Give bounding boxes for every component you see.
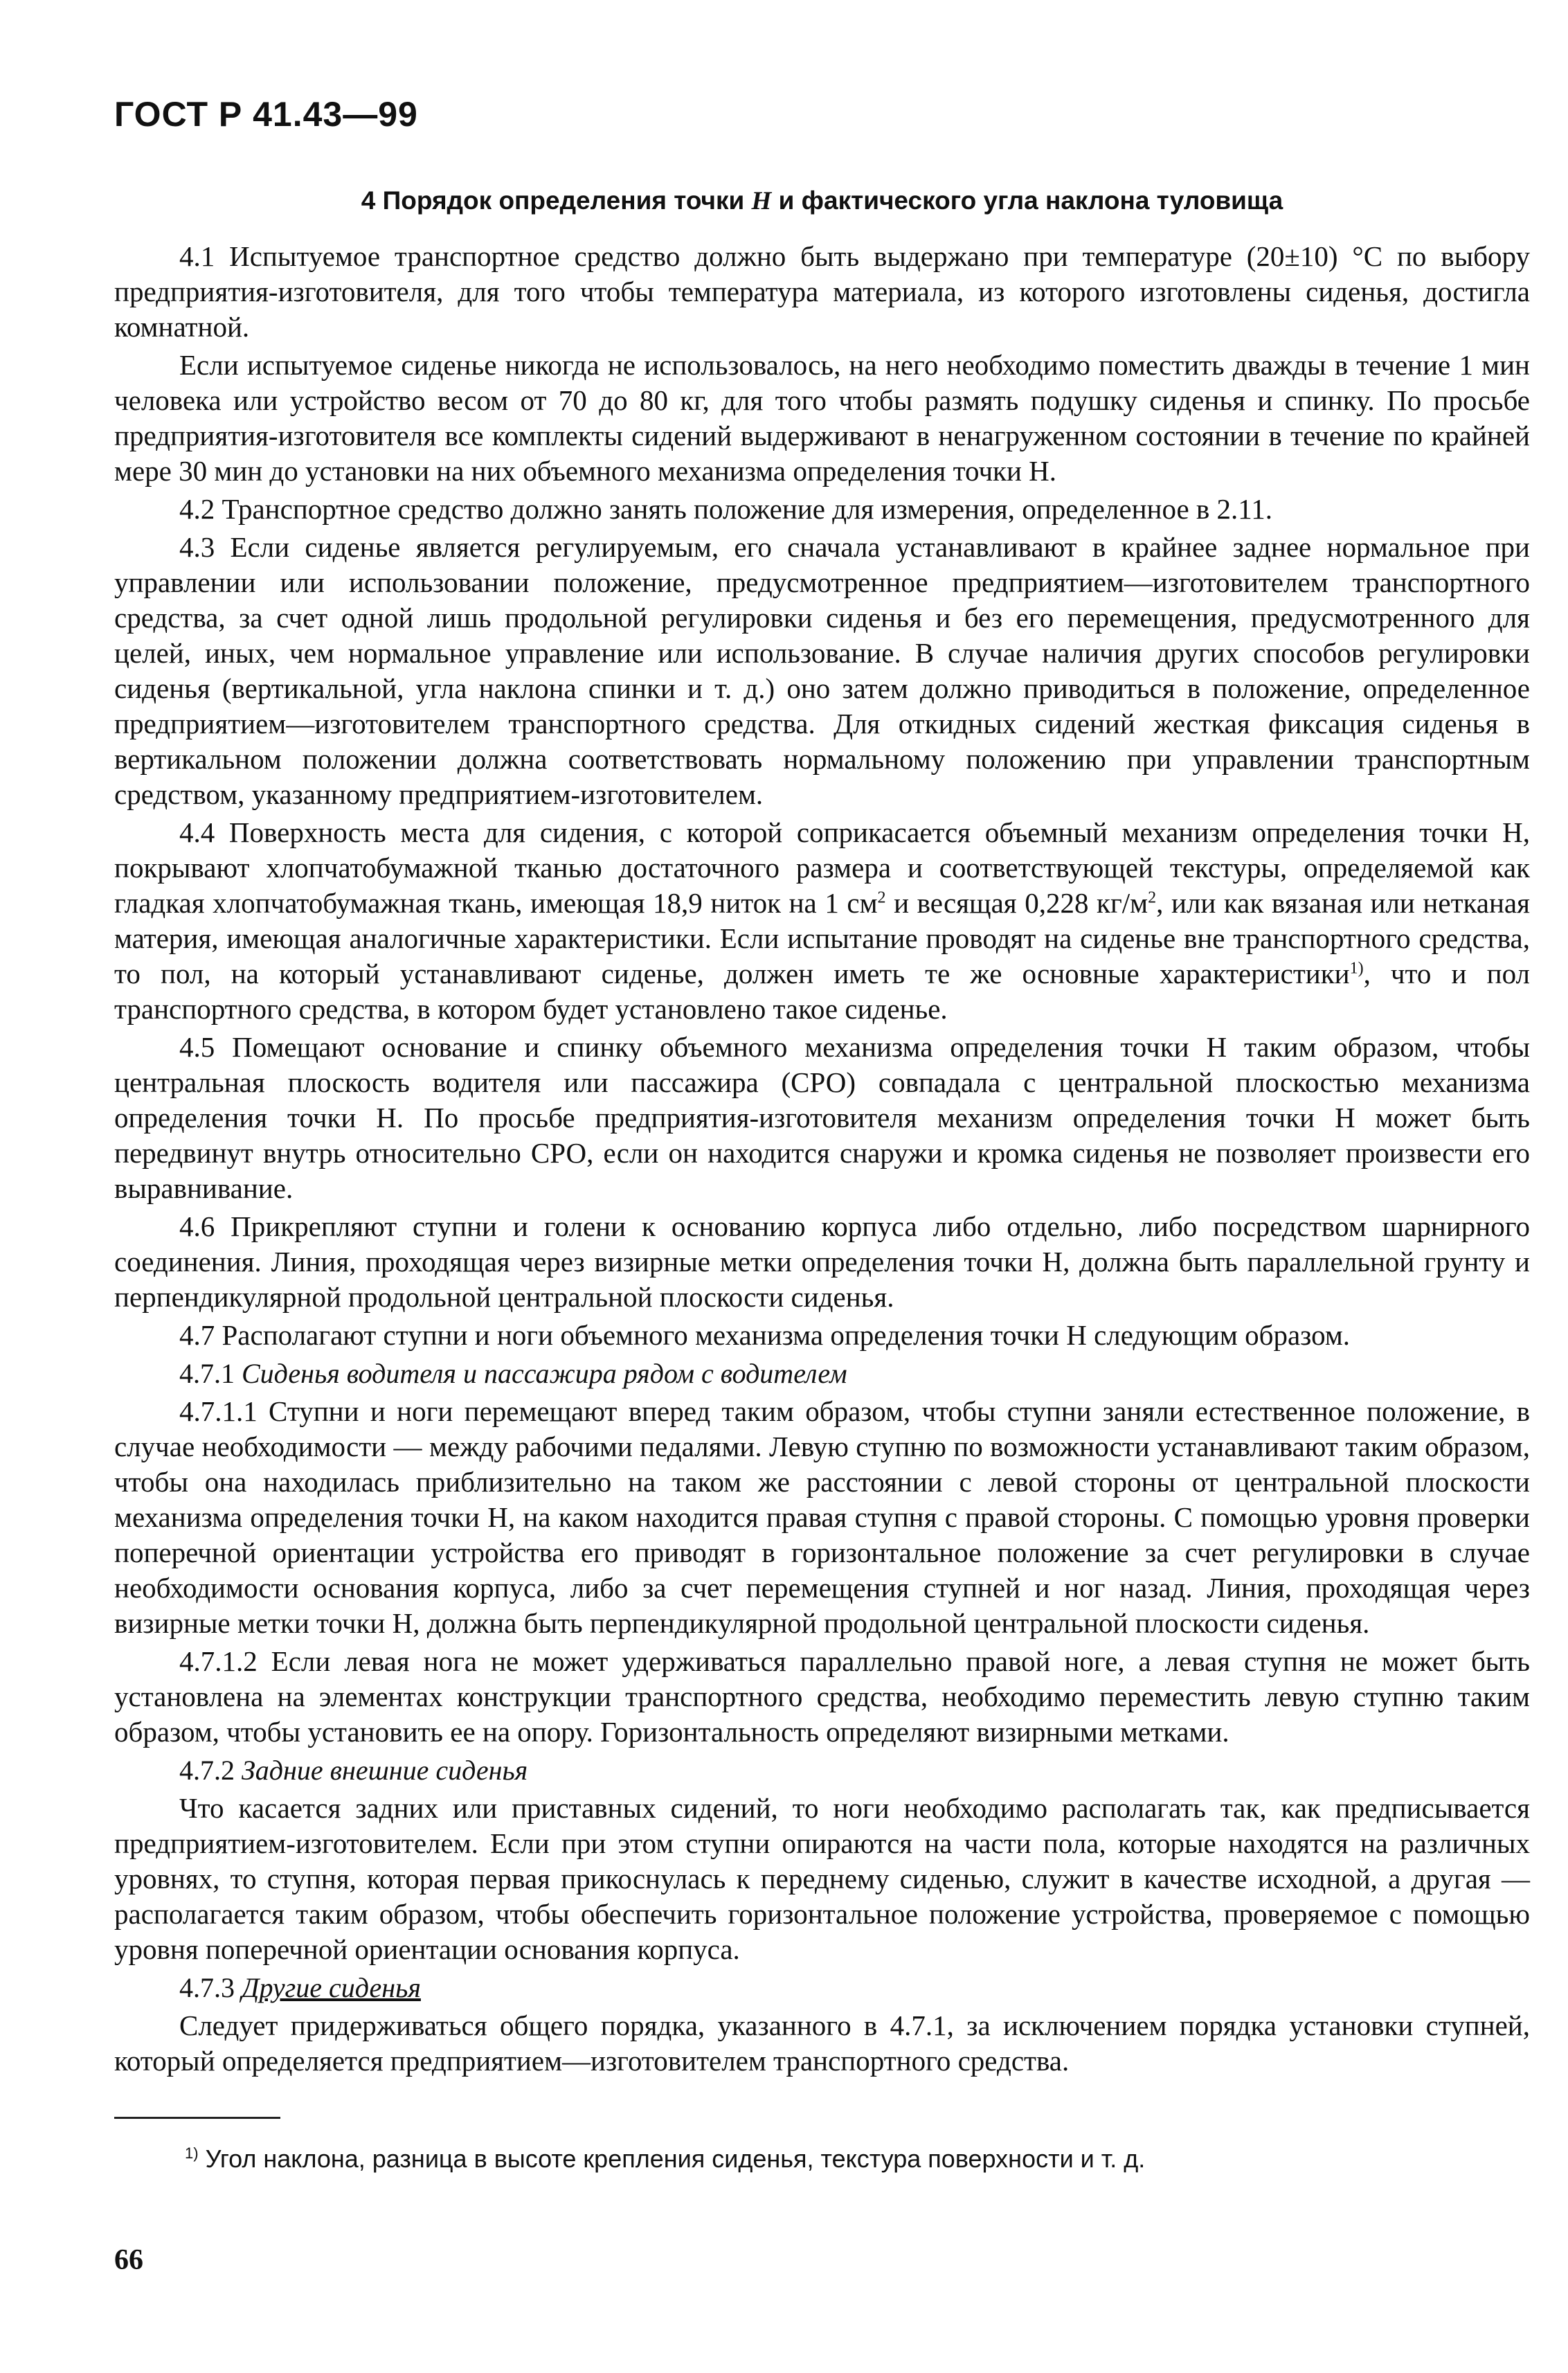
superscript-m2: 2 <box>1148 888 1157 907</box>
document-page <box>114 97 1530 2199</box>
paragraph-4-6: 4.6 Прикрепляют ступни и голени к основанию корпуса либо отдельно, либо посредством шарнирного соединения. Линия, проходящая через визирные метки определения точки Н, должна быть параллельной грунту и перпендикулярной продольной центральной плоскости сиденья. <box>114 1210 1530 1314</box>
paragraph-4-4-part-c: , или как вязаная или нетканая материя, имеющая аналогичные характеристики. Если испытание проводят на сиденье вне транспортного средства, то пол, на который устанавливают сиденье, должен иметь те же основные характеристики <box>114 887 1530 990</box>
standard-code-header: ГОСТ Р 41.43—99 <box>114 95 418 134</box>
section-title-before: Порядок определения точки <box>382 186 745 215</box>
section-title-after: и фактического угла наклона туловища <box>778 186 1283 215</box>
page-number: 66 <box>114 2244 143 2276</box>
superscript-cm2: 2 <box>877 888 886 907</box>
paragraph-4-4 <box>114 815 1530 1027</box>
paragraph-4-3: 4.3 Если сиденье является регулируемым, его сначала устанавливают в крайнее заднее нормальное при управлении или использовании положение, предусмотренное предприятием—изготовителем транспортного средства, за счет одной лишь продольной регулировки сиденья и без его перемещения, предусмотренного для целей, иных, чем нормальное управление или использование. В случае наличия других способов регулировки сиденья (вертикальной, угла наклона спинки и т. д.) оно затем должно приводиться в положение, определенное предприятием—изготовителем транспортного средства. Для откидных сидений жесткая фиксация сиденья в вертикальном положении должна соответствовать нормальному положению при управлении транспортным средством, указанному предприятием-изготовителем. <box>114 531 1530 811</box>
paragraph-4-1: 4.1 Испытуемое транспортное средство должно быть выдержано при температуре (20±10) °С по выбору предприятия-изготовителя, для того чтобы температура материала, из которого изготовлены сиденья, достигла комнатной. <box>114 240 1530 343</box>
subsection-number: 4.7.3 <box>179 1972 235 2004</box>
paragraph-4-4-part-d: , что и пол транспортного средства, в котором будет установлено такое сиденье. <box>114 958 1530 1026</box>
subsection-title: Другие сиденья <box>242 1972 421 2004</box>
subsection-title: Сиденья водителя и пассажира рядом с водителем <box>242 1358 847 1390</box>
paragraph-4-4-part-a: 4.4 Поверхность места для сидения, с которой соприкасается объемный механизм определения точки Н, покрывают хлопчатобумажной тканью достаточного размера и соответствующей текстуры, определяемой как гладкая хлопчатобумажная ткань, имеющая 18,9 ниток на 1 см <box>114 816 1530 920</box>
paragraph-4-7-1-1: 4.7.1.1 Ступни и ноги перемещают вперед таким образом, чтобы ступни заняли естественное положение, в случае необходимости — между рабочими педалями. Левую ступню по возможности устанавливают таким образом, чтобы она находилась приблизительно на таком же расстоянии с левой стороны от центральной плоскости механизма определения точки Н, на каком находится правая ступня с правой стороны. С помощью уровня проверки поперечной ориентации устройства его приводят в горизонтальное положение за счет регулировки в случае необходимости основания корпуса, либо за счет перемещения ступней и ног назад. Линия, проходящая через визирные метки точки Н, должна быть перпендикулярной продольной центральной плоскости сиденья. <box>114 1395 1530 1640</box>
paragraph-4-2: 4.2 Транспортное средство должно занять положение для измерения, определенное в 2.11. <box>179 493 1273 526</box>
paragraph-4-7-2: Что касается задних или приставных сидений, то ноги необходимо располагать так, как предписывается предприятием-изготовителем. Если при этом ступни опираются на части пола, которые находятся на различных уровнях, то ступня, которая первая прикоснулась к переднему сиденью, служит в качестве исходной, а другая — располагается таким образом, чтобы обеспечить горизонтальное положение устройства, проверяемое с помощью уровня поперечной ориентации основания корпуса. <box>114 1792 1530 1966</box>
footnote <box>114 2144 1530 2174</box>
subsection-number: 4.7.2 <box>179 1755 235 1787</box>
paragraph-4-1-b: Если испытуемое сиденье никогда не использовалось, на него необходимо поместить дважды в течение 1 мин человека или устройство весом от 70 до 80 кг, для того чтобы размять подушку сиденья и спинку. По просьбе предприятия-изготовителя все комплекты сидений выдерживают в ненагруженном состоянии в течение по крайней мере 30 мин до установки на них объемного механизма определения точки Н. <box>114 349 1530 487</box>
footnote-divider <box>114 2117 280 2119</box>
paragraph-4-4-part-b: и весящая 0,228 кг/м <box>885 887 1148 920</box>
paragraph-4-7: 4.7 Располагают ступни и ноги объемного механизма определения точки Н следующим образом. <box>179 1319 1351 1352</box>
subsection-title: Задние внешние сиденья <box>242 1755 528 1787</box>
subsection-4-7-1-title <box>114 1356 1530 1391</box>
section-title-italic: Н <box>751 187 772 215</box>
footnote-reference: 1) <box>1349 959 1364 978</box>
footnote-text: Угол наклона, разница в высоте крепления сиденья, текстура поверхности и т. д. <box>198 2144 1146 2174</box>
footnote-marker: 1) <box>185 2144 199 2162</box>
section-number: 4 <box>361 186 376 215</box>
subsection-4-7-3-title <box>114 1970 1530 2005</box>
paragraph-4-7-3: Следует придерживаться общего порядка, указанного в 4.7.1, за исключением порядка установки ступней, который определяется предприятием—изготовителем транспортного средства. <box>114 2009 1530 2077</box>
section-heading <box>114 186 1530 217</box>
subsection-4-7-2-title <box>114 1753 1530 1788</box>
subsection-number: 4.7.1 <box>179 1358 235 1390</box>
paragraph-4-5: 4.5 Помещают основание и спинку объемного механизма определения точки Н таким образом, чтобы центральная плоскость водителя или пассажира (СРО) совпадала с центральной плоскостью механизма определения точки Н. По просьбе предприятия-изготовителя механизм определения точки Н может быть передвинут внутрь относительно СРО, если он находится снаружи и кромка сиденья не позволяет произвести его выравнивание. <box>114 1031 1530 1205</box>
paragraph-4-7-1-2: 4.7.1.2 Если левая нога не может удерживаться параллельно правой ноге, а левая ступня не может быть установлена на элементах конструкции транспортного средства, необходимо переместить левую ступню таким образом, чтобы установить ее на опору. Горизонтальность определяют визирными метками. <box>114 1645 1530 1748</box>
